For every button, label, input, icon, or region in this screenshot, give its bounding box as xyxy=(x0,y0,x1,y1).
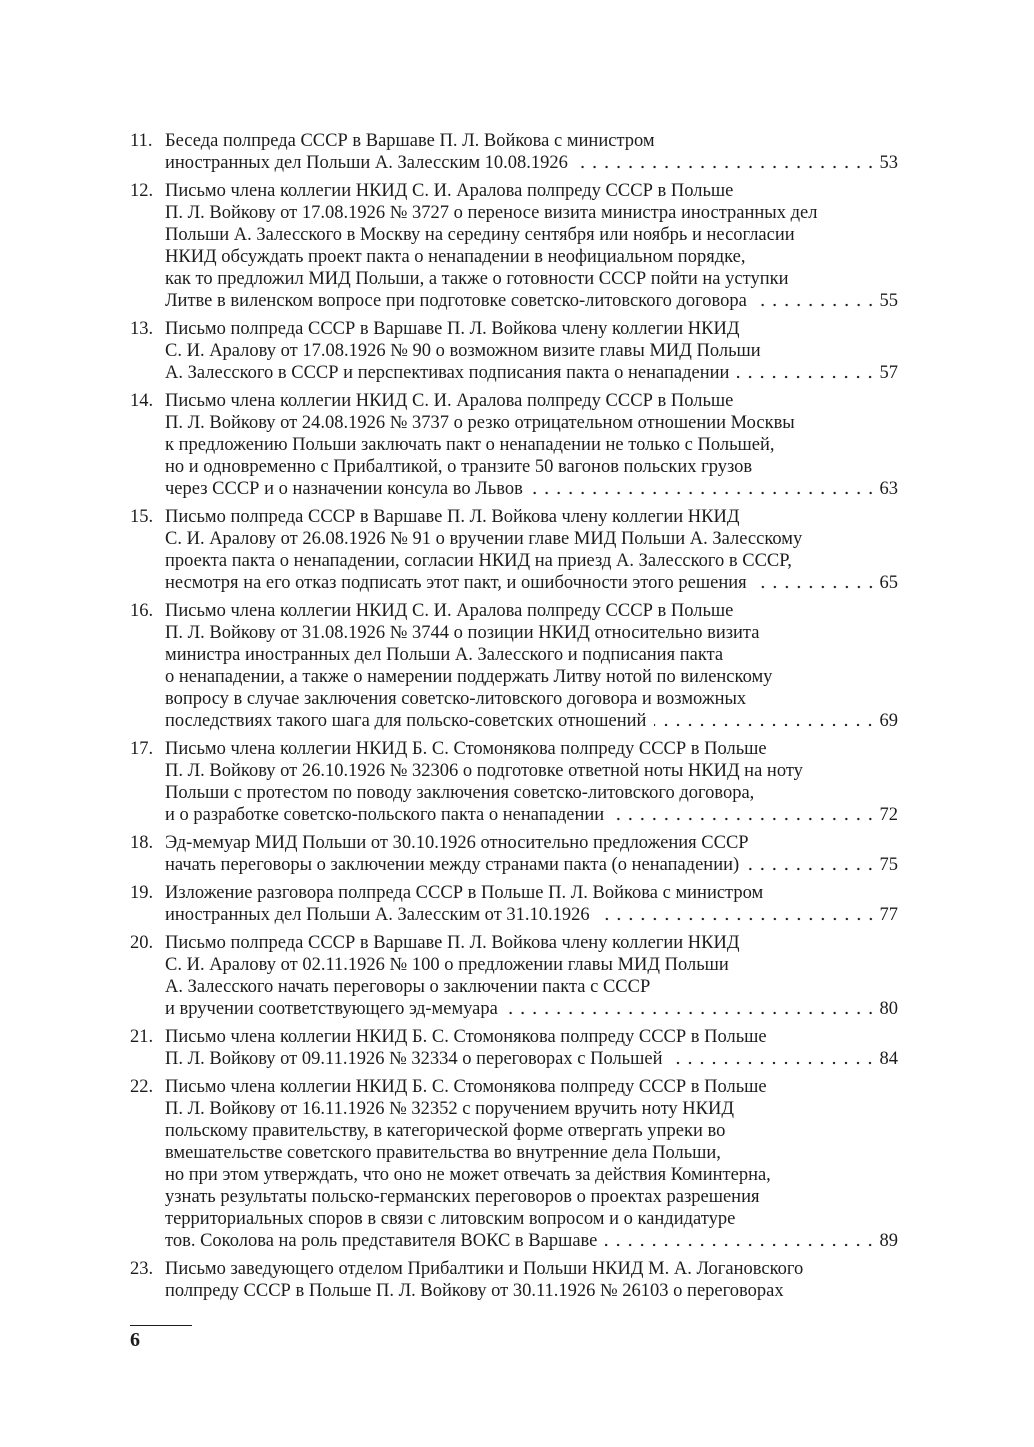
dot-leader xyxy=(747,854,876,876)
entry-title-line xyxy=(165,152,898,174)
entry-number: 19. xyxy=(130,883,154,903)
entry-title-line: П. Л. Войкову от 26.10.1926 № 32306 о подготовке ответной ноты НКИД на ноту xyxy=(165,761,803,781)
entry-title xyxy=(165,832,898,876)
entry-number: 22. xyxy=(130,1077,154,1097)
entry-number: 12. xyxy=(130,181,154,201)
entry-title-line: к предложению Польши заключать пакт о ненападении не только с Польшей, xyxy=(165,435,775,455)
entry-title-line: территориальных споров в связи с литовским вопросом и о кандидатуре xyxy=(165,1209,736,1229)
entry-title-line: Эд-мемуар МИД Польши от 30.10.1926 относительно предложения СССР xyxy=(165,833,749,853)
entry-page-number: 69 xyxy=(879,711,898,731)
entry-title-line: узнать результаты польско-германских переговоров о проектах разрешения xyxy=(165,1187,760,1207)
entry-title-line: Письмо члена коллегии НКИД Б. С. Стомонякова полпреду СССР в Польше xyxy=(165,1077,767,1097)
entry-title-line: но и одновременно с Прибалтикой, о транзите 50 вагонов польских грузов xyxy=(165,457,753,477)
entry-title-line xyxy=(165,710,898,732)
entry-title-line: как то предложил МИД Польши, а также о готовности СССР пойти на уступки xyxy=(165,269,789,289)
entry-title-text: А. Залесского в СССР и перспективах подписания пакта о ненападении xyxy=(165,363,730,383)
toc-entry xyxy=(130,600,898,732)
entry-page-number: 84 xyxy=(879,1049,898,1069)
entry-title xyxy=(165,506,898,594)
entry-title-text: Литве в виленском вопросе при подготовке советско-литовского договора xyxy=(165,291,747,311)
entry-title-line: Письмо полпреда СССР в Варшаве П. Л. Войкова члену коллегии НКИД xyxy=(165,319,740,339)
dot-leader xyxy=(506,998,877,1020)
entry-title-line xyxy=(165,998,898,1020)
entry-number: 16. xyxy=(130,601,154,621)
entry-title-line xyxy=(165,1048,898,1070)
entry-title-line: полпреду СССР в Польше П. Л. Войкову от 30.11.1926 № 26103 о переговорах xyxy=(165,1281,784,1301)
dot-leader xyxy=(654,710,876,732)
table-of-contents xyxy=(130,130,898,1302)
toc-entry xyxy=(130,932,898,1020)
footer-rule xyxy=(130,1325,192,1326)
entry-title-line: Письмо полпреда СССР в Варшаве П. Л. Войкова члену коллегии НКИД xyxy=(165,933,740,953)
entry-page-number: 57 xyxy=(879,363,898,383)
dot-leader xyxy=(670,1048,876,1070)
dot-leader xyxy=(531,478,877,500)
toc-entry xyxy=(130,1076,898,1252)
entry-title xyxy=(165,130,898,174)
entry-title-line xyxy=(165,572,898,594)
dot-leader xyxy=(755,290,877,312)
entry-title-line: Письмо члена коллегии НКИД С. И. Аралова полпреду СССР в Польше xyxy=(165,601,734,621)
entry-title-line: С. И. Аралову от 17.08.1926 № 90 о возможном визите главы МИД Польши xyxy=(165,341,761,361)
entry-title xyxy=(165,1076,898,1252)
entry-title-line xyxy=(165,290,898,312)
entry-title-line xyxy=(165,854,898,876)
entry-title-line: Беседа полпреда СССР в Варшаве П. Л. Войкова с министром xyxy=(165,131,655,151)
entry-title-text: иностранных дел Польши А. Залесским от 31.10.1926 xyxy=(165,905,590,925)
toc-entry xyxy=(130,390,898,500)
entry-number: 21. xyxy=(130,1027,154,1047)
entry-title xyxy=(165,318,898,384)
dot-leader xyxy=(755,572,877,594)
entry-title xyxy=(165,882,898,926)
entry-title-line: Письмо заведующего отделом Прибалтики и Польши НКИД М. А. Логановского xyxy=(165,1259,804,1279)
entry-title xyxy=(165,738,898,826)
dot-leader xyxy=(612,804,876,826)
entry-title-line: П. Л. Войкову от 16.11.1926 № 32352 с поручением вручить ноту НКИД xyxy=(165,1099,734,1119)
entry-number: 17. xyxy=(130,739,154,759)
entry-page-number: 72 xyxy=(879,805,898,825)
entry-page-number: 75 xyxy=(879,855,898,875)
entry-number: 11. xyxy=(130,131,153,151)
entry-title-line: НКИД обсуждать проект пакта о ненападении в неофициальном порядке, xyxy=(165,247,746,267)
entry-title-text: П. Л. Войкову от 09.11.1926 № 32334 о переговорах с Польшей xyxy=(165,1049,663,1069)
entry-title-line xyxy=(165,362,898,384)
entry-title xyxy=(165,390,898,500)
entry-title-line: П. Л. Войкову от 31.08.1926 № 3744 о позиции НКИД относительно визита xyxy=(165,623,760,643)
entry-page-number: 63 xyxy=(879,479,898,499)
entry-title-line: польскому правительству, в категорической форме отвергать упреки во xyxy=(165,1121,726,1141)
entry-title-text: и о разработке советско-польского пакта о ненападении xyxy=(165,805,605,825)
entry-title-line: проекта пакта о ненападении, согласии НКИД на приезд А. Залесского в СССР, xyxy=(165,551,792,571)
toc-entry xyxy=(130,180,898,312)
entry-title-text: и вручении соответствующего эд-мемуара xyxy=(165,999,498,1019)
toc-entry xyxy=(130,130,898,174)
entry-title-line: министра иностранных дел Польши А. Залесского и подписания пакта xyxy=(165,645,724,665)
entry-page-number: 77 xyxy=(879,905,898,925)
entry-number: 15. xyxy=(130,507,154,527)
entry-page-number: 80 xyxy=(879,999,898,1019)
entry-title-line: С. И. Аралову от 26.08.1926 № 91 о вручении главе МИД Польши А. Залесскому xyxy=(165,529,803,549)
entry-title-line: Письмо члена коллегии НКИД Б. С. Стомонякова полпреду СССР в Польше xyxy=(165,739,767,759)
dot-leader xyxy=(598,904,877,926)
entry-title-line: Изложение разговора полпреда СССР в Польше П. Л. Войкова с министром xyxy=(165,883,764,903)
entry-page-number: 65 xyxy=(879,573,898,593)
dot-leader xyxy=(737,362,876,384)
entry-title-line: Письмо члена коллегии НКИД Б. С. Стомонякова полпреду СССР в Польше xyxy=(165,1027,767,1047)
entry-number: 18. xyxy=(130,833,154,853)
entry-title-line: вопросу в случае заключения советско-литовского договора и возможных xyxy=(165,689,747,709)
dot-leader xyxy=(576,152,877,174)
toc-entry xyxy=(130,318,898,384)
entry-title-line: Польши с протестом по поводу заключения советско-литовского договора, xyxy=(165,783,755,803)
entry-title-line xyxy=(165,1230,898,1252)
entry-title-text: тов. Соколова на роль представителя ВОКС в Варшаве xyxy=(165,1231,598,1251)
entry-title xyxy=(165,932,898,1020)
entry-title-line xyxy=(165,804,898,826)
entry-title-line: Польши А. Залесского в Москву на середину сентября или ноябрь и несогласии xyxy=(165,225,795,245)
entry-page-number: 55 xyxy=(879,291,898,311)
toc-entry xyxy=(130,1026,898,1070)
entry-title-line: Письмо члена коллегии НКИД С. И. Аралова полпреду СССР в Польше xyxy=(165,391,734,411)
entry-title-text: начать переговоры о заключении между странами пакта (о ненападении) xyxy=(165,855,740,875)
entry-number: 23. xyxy=(130,1259,154,1279)
entry-title xyxy=(165,180,898,312)
toc-entry xyxy=(130,882,898,926)
toc-entry xyxy=(130,832,898,876)
entry-title-line: Письмо члена коллегии НКИД С. И. Аралова полпреду СССР в Польше xyxy=(165,181,734,201)
entry-title-text: последствиях такого шага для польско-советских отношений xyxy=(165,711,647,731)
entry-title-text: несмотря на его отказ подписать этот пакт, и ошибочности этого решения xyxy=(165,573,747,593)
entry-title-line: П. Л. Войкову от 17.08.1926 № 3727 о переносе визита министра иностранных дел xyxy=(165,203,818,223)
page-number: 6 xyxy=(130,1329,140,1351)
entry-number: 14. xyxy=(130,391,154,411)
toc-entry xyxy=(130,738,898,826)
toc-entry xyxy=(130,1258,898,1302)
entry-title-line xyxy=(165,478,898,500)
entry-title-line: но при этом утверждать, что оно не может отвечать за действия Коминтерна, xyxy=(165,1165,771,1185)
entry-title-line xyxy=(165,904,898,926)
entry-title-line: С. И. Аралову от 02.11.1926 № 100 о предложении главы МИД Польши xyxy=(165,955,729,975)
toc-entry xyxy=(130,506,898,594)
entry-title xyxy=(165,1026,898,1070)
entry-number: 13. xyxy=(130,319,154,339)
entry-title-text: через СССР и о назначении консула во Львов xyxy=(165,479,523,499)
entry-page-number: 53 xyxy=(879,153,898,173)
entry-title-line: вмешательстве советского правительства во внутренние дела Польши, xyxy=(165,1143,721,1163)
entry-title-line: П. Л. Войкову от 24.08.1926 № 3737 о резко отрицательном отношении Москвы xyxy=(165,413,795,433)
entry-title-line: Письмо полпреда СССР в Варшаве П. Л. Войкова члену коллегии НКИД xyxy=(165,507,740,527)
entry-title-line: А. Залесского начать переговоры о заключении пакта с СССР xyxy=(165,977,651,997)
dot-leader xyxy=(605,1230,876,1252)
entry-title-line: о ненападении, а также о намерении поддержать Литву нотой по виленскому xyxy=(165,667,773,687)
entry-title-text: иностранных дел Польши А. Залесским 10.08.1926 xyxy=(165,153,568,173)
entry-page-number: 89 xyxy=(879,1231,898,1251)
entry-title xyxy=(165,600,898,732)
entry-number: 20. xyxy=(130,933,154,953)
entry-title xyxy=(165,1258,898,1302)
